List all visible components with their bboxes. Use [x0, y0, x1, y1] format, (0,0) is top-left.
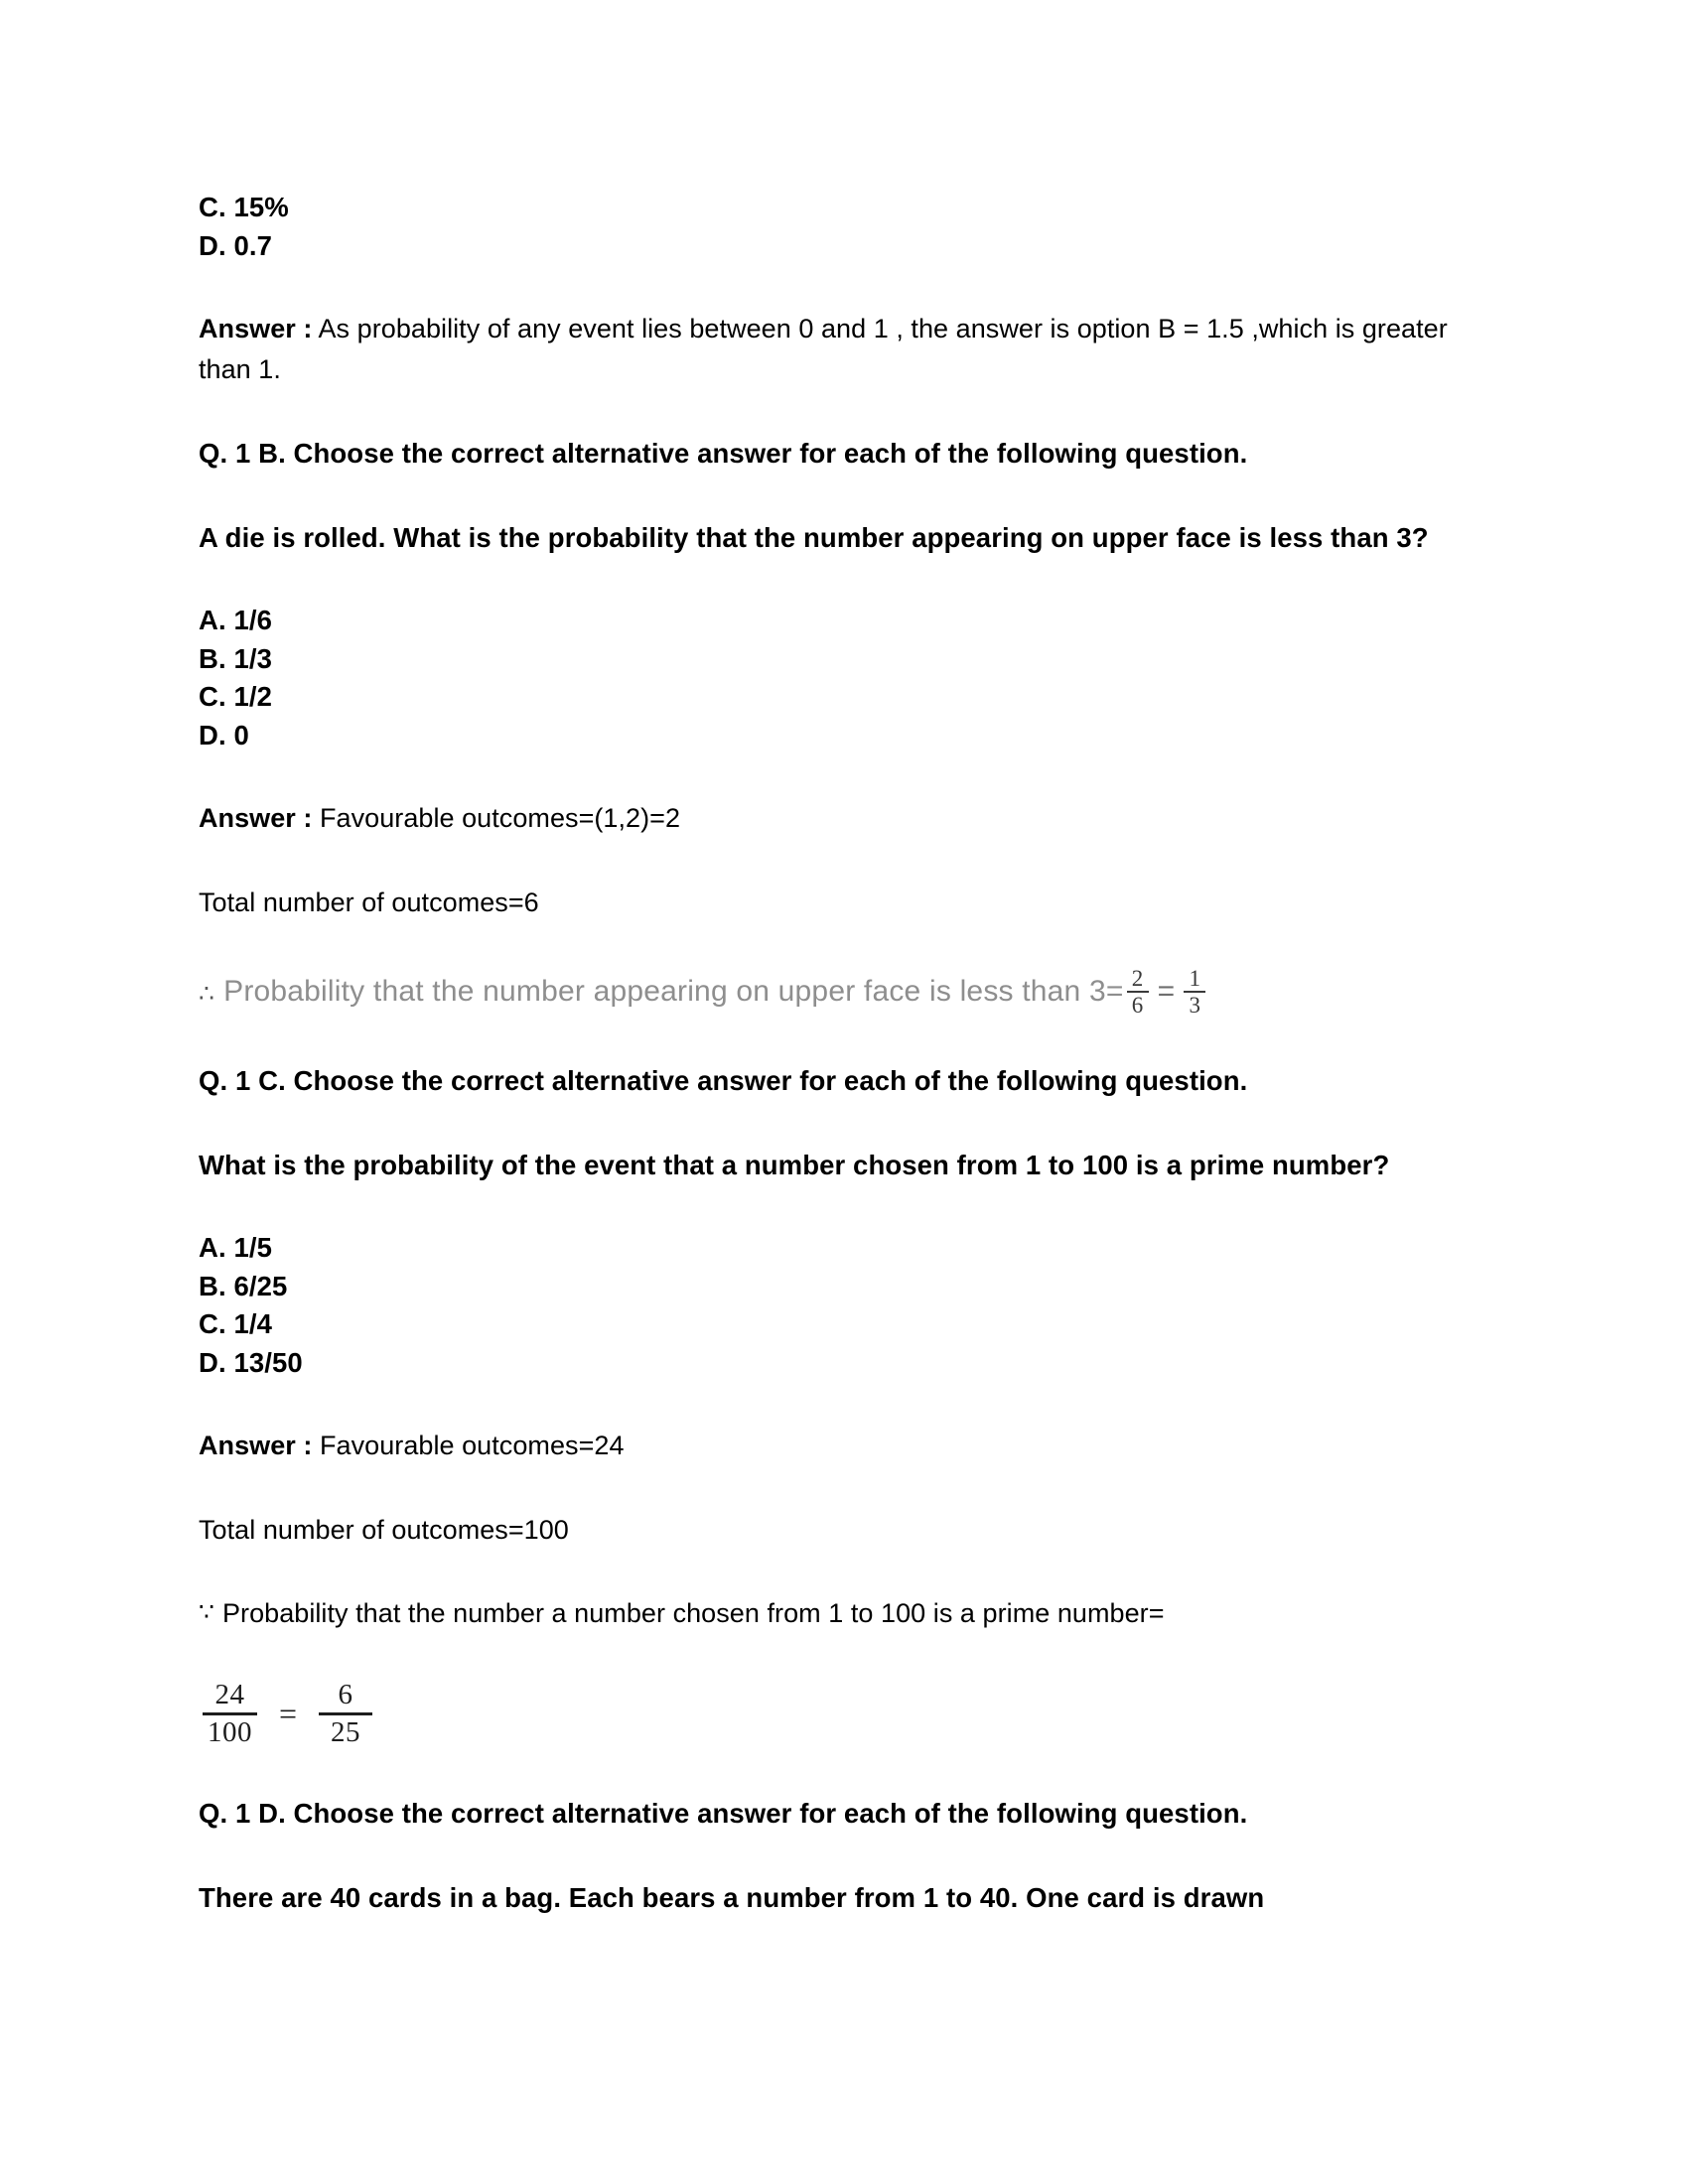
option-d: D. 0.7: [199, 229, 272, 261]
fraction-numerator: 6: [338, 1679, 353, 1710]
question-b-heading: Q. 1 B. Choose the correct alternative answer for each of the following question.: [199, 438, 1248, 469]
therefore-symbol: ∴: [199, 980, 215, 1008]
question-c-conclusion-line: [199, 1593, 1475, 1634]
fraction-denominator: 25: [331, 1716, 361, 1748]
fraction-numerator: 2: [1131, 966, 1144, 991]
option-c: C. 15%: [199, 192, 289, 222]
question-b-answer-paragraph: [199, 798, 1475, 839]
question-c-heading: Q. 1 C. Choose the correct alternative answer for each of the following question.: [199, 1065, 1248, 1096]
fraction-denominator: 100: [208, 1716, 252, 1748]
question-d-body: There are 40 cards in a bag. Each bears a number from 1 to 40. One card is drawn: [199, 1882, 1265, 1913]
fraction-two-sixths: [1127, 966, 1149, 1018]
answer-label: Answer :: [199, 1431, 313, 1460]
question-b-options: [199, 602, 1475, 754]
option-a: A. 1/6: [199, 605, 272, 635]
fraction-denominator: 6: [1131, 993, 1144, 1018]
fraction-numerator: 24: [214, 1679, 245, 1710]
option-a: A. 1/5: [199, 1232, 272, 1263]
question-d-heading: Q. 1 D. Choose the correct alternative answer for each of the following question.: [199, 1798, 1248, 1829]
previous-question-options: [199, 189, 1475, 265]
fraction-six-twentyfifths: [319, 1678, 372, 1750]
option-d: D. 0: [199, 719, 249, 751]
question-b-formula: [199, 966, 1475, 1018]
question-c-options: [199, 1229, 1475, 1382]
option-c: C. 1/4: [199, 1308, 272, 1339]
fraction-twentyfour-hundredths: [203, 1678, 257, 1750]
option-c: C. 1/2: [199, 681, 272, 712]
answer-text: Favourable outcomes=(1,2)=2: [312, 803, 681, 833]
question-c-answer-paragraph: [199, 1426, 1475, 1466]
answer-text: Favourable outcomes=24: [312, 1431, 625, 1460]
equals-sign: =: [279, 1696, 298, 1731]
question-b-body: A die is rolled. What is the probability that the number appearing on upper face is less than 3?: [199, 522, 1429, 553]
question-b-total-outcomes: Total number of outcomes=6: [199, 887, 539, 917]
fraction-one-third: [1184, 966, 1205, 1018]
option-b: B. 6/25: [199, 1270, 288, 1301]
answer-label: Answer :: [199, 314, 313, 343]
option-b: B. 1/3: [199, 642, 272, 674]
question-c-result-fractions: [203, 1678, 1475, 1750]
answer-label: Answer :: [199, 803, 313, 833]
fraction-numerator: 1: [1189, 966, 1201, 991]
question-c-total-outcomes: Total number of outcomes=100: [199, 1515, 569, 1545]
fraction-denominator: 3: [1189, 993, 1201, 1018]
answer-text: As probability of any event lies between 0 and 1 , the answer is option B = 1.5 ,which is greater than 1.: [199, 314, 1448, 384]
because-symbol: ∵: [199, 1598, 214, 1626]
option-d: D. 13/50: [199, 1346, 303, 1378]
question-c-body: What is the probability of the event that a number chosen from 1 to 100 is a prime number?: [199, 1150, 1390, 1180]
equals-sign: =: [1157, 975, 1176, 1008]
conclusion-text: Probability that the number a number chosen from 1 to 100 is a prime number=: [221, 1598, 1165, 1628]
formula-statement: Probability that the number appearing on upper face is less than 3=: [223, 975, 1124, 1008]
previous-answer-paragraph: [199, 309, 1475, 390]
